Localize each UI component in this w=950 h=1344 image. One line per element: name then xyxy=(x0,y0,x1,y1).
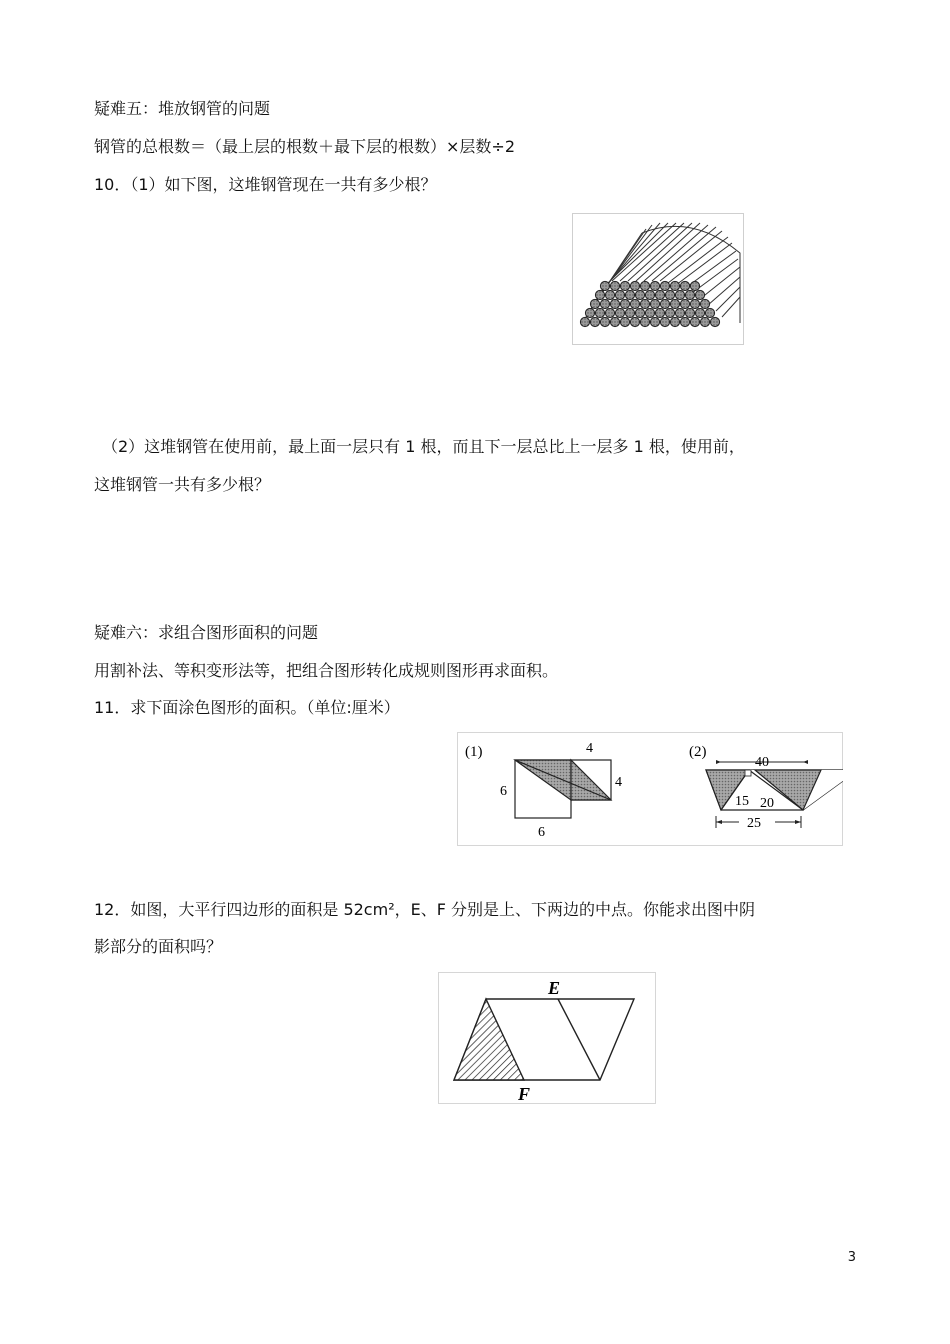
fig2-bottom-label: 25 xyxy=(747,816,761,831)
fig1-bottom-label: 6 xyxy=(538,825,545,840)
section6-method: 用割补法、等积变形法等，把组合图形转化成规则图形再求面积。 xyxy=(94,661,559,680)
section6-title: 疑难六：求组合图形面积的问题 xyxy=(94,623,319,642)
label-f: F xyxy=(518,1084,531,1104)
q12-line1: 12．如图，大平行四边形的面积是 52cm²，E、F 分别是上、下两边的中点。你能求出图中阴 xyxy=(94,900,756,919)
section5-formula: 钢管的总根数＝（最上层的根数＋最下层的根数）×层数÷2 xyxy=(94,137,515,156)
q12-line2: 影部分的面积吗？ xyxy=(94,937,223,956)
fig1-top-label: 4 xyxy=(586,741,593,756)
q10-part1: 10．（1）如下图，这堆钢管现在一共有多少根？ xyxy=(94,175,437,194)
label-e: E xyxy=(548,978,561,998)
fig2-label-a: 15 xyxy=(735,794,749,809)
steel-pipes-figure xyxy=(572,213,744,345)
section5-title: 疑难五：堆放钢管的问题 xyxy=(94,99,271,118)
q10-part2-line1: （2）这堆钢管在使用前，最上面一层只有 1 根，而且下一层总比上一层多 1 根，使用前， xyxy=(102,437,745,456)
parallelogram-figure xyxy=(438,972,656,1104)
fig2-label-b: 20 xyxy=(760,796,774,811)
page-number: 3 xyxy=(847,1250,856,1265)
area-figures-q11 xyxy=(457,732,843,846)
fig1-left-label: 6 xyxy=(500,784,507,799)
q11-text: 11．求下面涂色图形的面积。（单位:厘米） xyxy=(94,698,400,717)
fig1-tag: (1) xyxy=(465,744,483,760)
q10-part2-line2: 这堆钢管一共有多少根？ xyxy=(94,475,271,494)
fig2-top-label: 40 xyxy=(755,755,769,770)
fig2-tag: (2) xyxy=(689,744,707,760)
fig1-right-label: 4 xyxy=(615,775,622,790)
